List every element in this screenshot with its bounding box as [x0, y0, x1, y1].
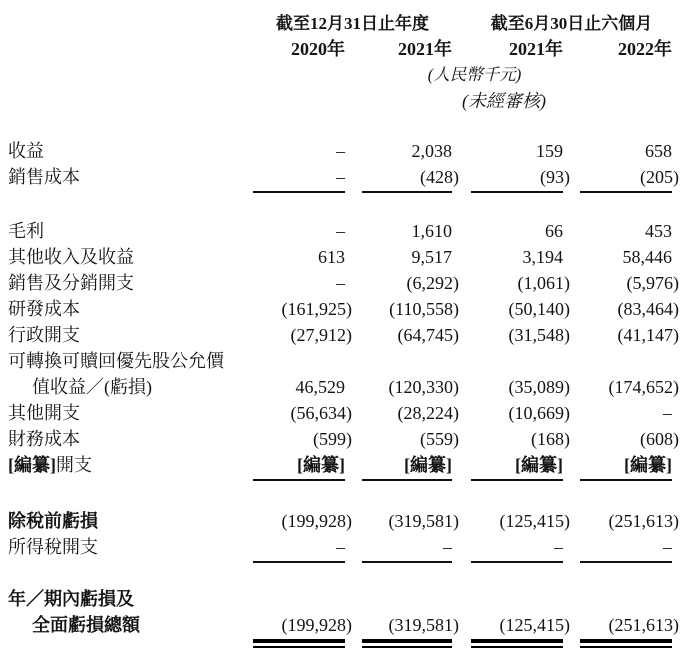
- table-row: [0, 164, 696, 190]
- row-label: 其他收入及收益: [8, 247, 134, 267]
- year-col-2020: 2020年: [291, 39, 345, 59]
- cell-value: [580, 296, 679, 322]
- value-text: (10,669): [508, 403, 570, 423]
- row-label: 銷售及分銷開支: [8, 273, 134, 293]
- table-row: [0, 218, 696, 244]
- value-text: (251,613): [608, 511, 679, 531]
- row-label: 行政開支: [8, 325, 80, 345]
- row-spacer: [0, 478, 696, 508]
- value-text: (31,548): [508, 325, 570, 345]
- value-text: (319,581): [388, 511, 459, 531]
- cell-value: [362, 508, 459, 534]
- period-group-header-row: [0, 12, 696, 36]
- value-text: [編纂]: [404, 455, 452, 475]
- cell-value: [362, 452, 452, 478]
- cell-value: [471, 612, 570, 638]
- table-row: [0, 244, 696, 270]
- cell-value: [362, 612, 459, 638]
- value-text: (56,634): [290, 403, 352, 423]
- value-text: –: [663, 403, 672, 423]
- cell-value: [362, 138, 452, 164]
- cell-value: [253, 270, 345, 296]
- value-text: (599): [313, 429, 352, 449]
- cell-value: [580, 508, 679, 534]
- year-col-2021: 2021年: [398, 39, 452, 59]
- audit-note: (未經審核): [462, 91, 546, 111]
- value-text: (428): [420, 167, 459, 187]
- cell-value: [362, 244, 452, 270]
- row-label-line2: 全面虧損總額: [32, 615, 140, 635]
- table-body: [0, 138, 696, 638]
- empty-cell: [253, 88, 345, 114]
- audit-note-row: [0, 88, 696, 114]
- value-text: (41,147): [617, 325, 679, 345]
- value-text: [編纂]: [624, 455, 672, 475]
- value-text: (28,224): [397, 403, 459, 423]
- cell-value: [253, 508, 352, 534]
- value-text: 453: [645, 221, 672, 241]
- value-text: (120,330): [388, 377, 459, 397]
- value-text: –: [554, 537, 563, 557]
- row-label: 銷售成本: [8, 167, 80, 187]
- table-row: [0, 508, 696, 534]
- label-column-spacer: [0, 36, 253, 62]
- label-column-spacer: [0, 88, 253, 114]
- value-text: (199,928): [281, 511, 352, 531]
- value-text: (608): [640, 429, 679, 449]
- period-group-year-ended: 截至12月31日止年度: [276, 14, 429, 33]
- cell-value: [362, 322, 459, 348]
- row-label: 可轉換可贖回優先股公允價 值收益／(虧損): [0, 348, 253, 400]
- cell-value: [362, 534, 452, 560]
- table-row: [0, 348, 696, 400]
- value-text: 58,446: [622, 247, 672, 267]
- label-column-spacer: [0, 62, 253, 88]
- row-label: 研發成本: [8, 299, 80, 319]
- cell-value: [253, 534, 345, 560]
- value-text: 3,194: [522, 247, 563, 267]
- cell-value: [471, 218, 563, 244]
- value-text: [編纂]: [297, 455, 345, 475]
- value-text: (174,652): [608, 377, 679, 397]
- value-text: 46,529: [295, 377, 345, 397]
- cell-value: [580, 244, 672, 270]
- cell-value: [580, 426, 679, 452]
- row-label: 所得稅開支: [8, 537, 98, 557]
- table-row: [0, 426, 696, 452]
- value-text: (1,061): [517, 273, 570, 293]
- value-text: (251,613): [608, 615, 679, 635]
- value-text: –: [336, 221, 345, 241]
- year-col-2022-interim: 2022年: [618, 39, 672, 59]
- value-text: –: [663, 537, 672, 557]
- value-text: –: [336, 141, 345, 161]
- value-text: (199,928): [281, 615, 352, 635]
- table-row: [0, 400, 696, 426]
- value-text: 9,517: [411, 247, 452, 267]
- currency-note: (人民幣千元): [427, 65, 522, 84]
- value-text: (5,976): [626, 273, 679, 293]
- value-text: –: [443, 537, 452, 557]
- table-row: [0, 586, 696, 638]
- cell-value: [362, 270, 459, 296]
- value-text: (205): [640, 167, 679, 187]
- cell-value: [471, 296, 570, 322]
- cell-value: [362, 426, 459, 452]
- value-text: 1,610: [411, 221, 452, 241]
- value-text: 613: [318, 247, 345, 267]
- cell-value: [471, 508, 570, 534]
- period-group-six-months: 截至6月30日止六個月: [490, 14, 653, 33]
- cell-value: [362, 218, 452, 244]
- cell-value: [253, 322, 352, 348]
- value-text: (64,745): [397, 325, 459, 345]
- cell-value: [471, 164, 570, 190]
- row-label: 財務成本: [8, 429, 80, 449]
- cell-value: [253, 296, 352, 322]
- value-text: (168): [531, 429, 570, 449]
- cell-value: [253, 612, 352, 638]
- cell-value: [580, 138, 672, 164]
- cell-value: [580, 218, 672, 244]
- cell-value: [362, 164, 459, 190]
- value-text: (27,912): [290, 325, 352, 345]
- cell-value: [253, 138, 345, 164]
- cell-value: [253, 374, 345, 400]
- value-text: 159: [536, 141, 563, 161]
- row-label: [編纂]開支: [8, 455, 92, 475]
- cell-value: [580, 452, 672, 478]
- value-text: (110,558): [389, 299, 459, 319]
- value-text: 66: [545, 221, 563, 241]
- year-col-2021-interim: 2021年: [509, 39, 563, 59]
- row-label: 收益: [8, 141, 44, 161]
- table-row: [0, 452, 696, 478]
- row-spacer: [0, 560, 696, 586]
- table-row: [0, 534, 696, 560]
- cell-value: [362, 374, 459, 400]
- cell-value: [253, 400, 352, 426]
- cell-value: [580, 374, 679, 400]
- value-text: (125,415): [499, 615, 570, 635]
- table-row: [0, 270, 696, 296]
- value-text: 2,038: [411, 141, 452, 161]
- value-text: (50,140): [508, 299, 570, 319]
- cell-value: [471, 244, 563, 270]
- cell-value: [253, 244, 345, 270]
- empty-cell: [362, 88, 452, 114]
- row-label: 年／期內虧損及 全面虧損總額: [0, 586, 253, 638]
- cell-value: [253, 452, 345, 478]
- cell-value: [580, 612, 679, 638]
- value-text: (125,415): [499, 511, 570, 531]
- cell-value: [362, 400, 459, 426]
- value-text: –: [336, 167, 345, 187]
- cell-value: [471, 452, 563, 478]
- redacted-tag: [編纂]: [8, 455, 56, 475]
- label-column-spacer: [0, 12, 253, 36]
- value-text: (93): [540, 167, 570, 187]
- value-text: 658: [645, 141, 672, 161]
- cell-value: [580, 534, 672, 560]
- currency-note-row: [0, 62, 696, 88]
- year-header-row: [0, 36, 696, 62]
- cell-value: [471, 138, 563, 164]
- row-label: 除稅前虧損: [8, 511, 98, 531]
- cell-value: [580, 322, 679, 348]
- value-text: [編纂]: [515, 455, 563, 475]
- table-row: [0, 296, 696, 322]
- cell-value: [253, 426, 352, 452]
- cell-value: [580, 164, 679, 190]
- row-label-line2: 值收益／(虧損): [32, 377, 152, 397]
- cell-value: [471, 400, 570, 426]
- value-text: –: [336, 537, 345, 557]
- cell-value: [471, 322, 570, 348]
- value-text: (35,089): [508, 377, 570, 397]
- cell-value: [580, 270, 679, 296]
- value-text: (559): [420, 429, 459, 449]
- cell-value: [471, 270, 570, 296]
- table-row: [0, 138, 696, 164]
- cell-value: [471, 426, 570, 452]
- value-text: (161,925): [281, 299, 352, 319]
- row-label: 毛利: [8, 221, 44, 241]
- cell-value: [580, 400, 672, 426]
- value-text: (83,464): [617, 299, 679, 319]
- cell-value: [471, 534, 563, 560]
- value-text: –: [336, 273, 345, 293]
- cell-value: [253, 218, 345, 244]
- row-label: 其他開支: [8, 403, 80, 423]
- value-text: (319,581): [388, 615, 459, 635]
- row-spacer: [0, 190, 696, 218]
- value-text: (6,292): [406, 273, 459, 293]
- cell-value: [471, 374, 570, 400]
- cell-value: [362, 296, 459, 322]
- table-row: [0, 322, 696, 348]
- cell-value: [253, 164, 345, 190]
